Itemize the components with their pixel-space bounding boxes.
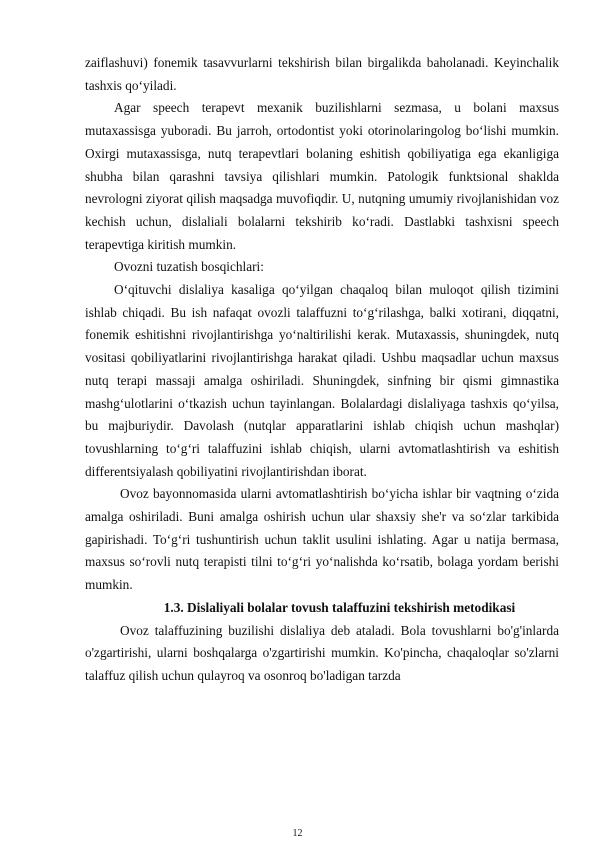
page-number: 12	[292, 828, 303, 839]
body-text	[85, 52, 559, 688]
paragraph-specialist-referral: Agar speech terapevt mexanik buzilishlarni sezmasa, u bolani maxsus mutaxassisga yuboradi. Bu jarroh, ortodontist yoki otorinolaringolog bo‘lishi mumkin. Oxirgi mutaxassisga, nutq terapevtlari bolaning eshitish qobiliyatiga ega ekanligiga shubha bilan qarashni tavsiya qilishlari mumkin. Patologik funktsional shaklda nevrologni ziyorat qilish maqsadga muvofiqdir. U, nutqning umumiy rivojlanishidan voz kechish uchun, dislaliali bolalarni tekshirib ko‘radi. Dastlabki tashxisni speech terapevtiga kiritish mumkin.	[85, 100, 559, 252]
paragraph-continuation: zaiflashuvi) fonemik tasavvurlarni tekshirish bilan birgalikda baholanadi. Keyinchalik tashxis qo‘yiladi.	[85, 55, 559, 93]
paragraph-teacher-system: O‘qituvchi dislaliya kasaliga qo‘yilgan chaqaloq bilan muloqot qilish tizimini ishlab chiqadi. Bu ish nafaqat ovozli talaffuzni to‘g‘rilashga, balki xotirani, diqqatni, fonemik eshitishni rivojlantirishga yo‘naltirilishi kerak. Mutaxassis, shuningdek, nutq vositasi qobiliyatlarini rivojlantirishga harakat qiladi. Ushbu maqsadlar uchun maxsus nutq terapi massaji amalga oshiriladi. Shuningdek, sinfning bir qismi gimnastika mashg‘ulotlarini o‘tkazish uchun tayinlangan. Bolalardagi dislaliyaga tashxis qo‘yilsa, bu majburiydir. Davolash (nutqlar apparatlarini ishlab chiqish uchun mashqlar) tovushlarning to‘g‘ri talaffuzini ishlab chiqish, ularni avtomatlashtirish va eshitish differentsiyalash qobiliyatini rivojlantirishdan iborat.	[85, 282, 559, 479]
paragraph-automation: Ovoz bayonnomasida ularni avtomatlashtirish bo‘yicha ishlar bir vaqtning o‘zida amalga oshiriladi. Buni amalga oshirish uchun ular shaxsiy she'r va so‘zlar tarkibida gapirishadi. To‘g‘ri tushuntirish uchun taklit usulini ishlating. Agar u natija bermasa, maxsus so‘rovli nutq terapisti tilni to‘g‘ri yo‘nalishda ko‘rsatib, bolaga yordam berishi mumkin.	[85, 486, 559, 593]
section-heading: 1.3. Dislaliyali bolalar tovush talaffuzini tekshirish metodikasi	[163, 599, 516, 615]
paragraph-dyslalia-definition: Ovoz talaffuzining buzilishi dislaliya deb ataladi. Bola tovushlarni bo'g'inlarda o'zgartirishi, ularni boshqalarga o'zgartirishi mumkin. Ko'pincha, chaqaloqlar so'zlarni talaffuz qilish uchun qulayroq va osonroq bo'ladigan tarzda	[85, 622, 559, 683]
paragraph-correction-stages-label: Ovozni tuzatish bosqichlari:	[114, 259, 264, 275]
